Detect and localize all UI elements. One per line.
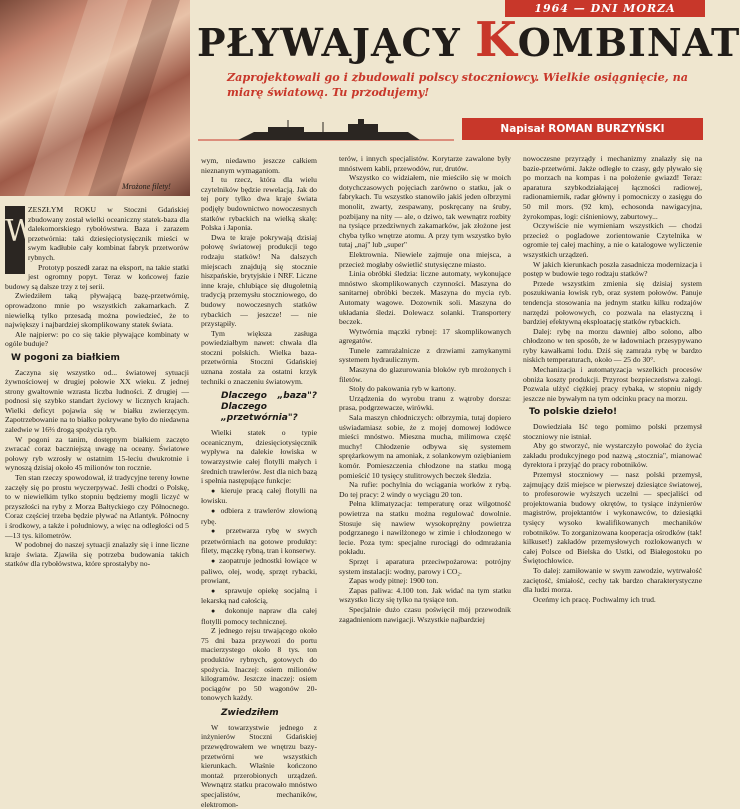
paragraph: W pogoni za tanim, dostępnym białkiem zaczęto zwracać coraz baczniejszą uwagę na oceany. Światowe połowy ryb wzrosły w ostatnim 15-leciu dwukrotnie i wynoszą dzisiaj około 45 milionów ton rocznie. [5, 434, 189, 473]
paragraph: Przemysł stoczniowy — nasz polski przemysł, zajmujący dziś miejsce w pierwszej dziesiątce światowej, to profesorowie wyższych uczelni — specjaliści od projektowania budowy okrętów, to tysiące inżynierów magistrów, projektantów i wykonawców, to dziesiątki tysięcy wysoko kwalifikowanych mechaników robotników. To zorganizowana kooperacja ośrodków (tak! kilkuset!) zakładów przemysłowych rozlokowanych w całej Polsce od Bielska do Ustki, od Białegostoku po Świętochłowice. [523, 470, 702, 566]
column-4 [523, 154, 702, 604]
issue-header-tag: 1964 — DNI MORZA [505, 0, 705, 17]
section-heading: To polskie dzieło! [529, 407, 618, 418]
article-title: PŁYWAJĄCY KOMBINAT [197, 12, 740, 68]
paragraph: wym, niedawno jeszcze całkiem nieznanym wymaganiom. [201, 156, 317, 175]
paragraph: Urządzenia do wyrobu tranu z wątroby dorsza: prasa, podgrzewacze, wirówki. [339, 393, 511, 413]
ship-illustration [198, 118, 454, 146]
paragraph: Mechanizacja i automatyzacja wszelkich procesów obniża koszty produkcji. Przyrost bezpieczeństwa załogi. Pozwala ulżyć ciężkiej pracy rybaka, w stopniu nigdy jeszcze nie bywałym na tym odcinku pracy na morzu. [523, 365, 702, 403]
paragraph: Pełna klimatyzacja: temperaturę oraz wilgotność powietrza na statku można regulować dowolnie. Stosuje się nawiew wysokoprężny powietrza podgrzanego i nawilżonego w zimie i chłodzonego w lecie. Poza tym: specjalne rurociągi do odmrażania pokładu. [339, 499, 511, 557]
bullet-item: ● zaopatruje jednostki łowiące w paliwo, olej, wodę, sprzęt rybacki, prowiant, [201, 556, 317, 586]
paragraph: Ten stan rzeczy spowodował, iż tradycyjne tereny łowne zaczęły się po prostu wyczerpywać. Jeśli chodzi o Polskę, to w niewielkim tylko stopniu będziemy mogli liczyć w przyszłości na ryby z Morza Bałtyckiego czy Północnego. Coraz częściej trzeba będzie pływać na Atlantyk. Północny i środkowy, a także i południowy, a więc na odległości od 5—13 tys. kilometrów. [5, 473, 189, 540]
photo-fish-fillets [0, 0, 190, 196]
paragraph: Z jednego rejsu trwającego około 75 dni baza przywozi do portu macierzystego około 8 tys. ton produktów rybnych, gotowych do spożycia. Inaczej: osiem milionów kilogramów. Jeszcze inaczej: osiem pociągów po 50 wagonów 20-tonowych każdy. [201, 626, 317, 703]
paragraph: Elektrownia. Niewiele zajmuje ona miejsca, a przecież mogłaby oświetlić stutysięczne miasto. [339, 249, 511, 269]
article-lead: Zaprojektowali go i zbudowali polscy stoczniowcy. Wielkie osiągnięcie, na miarę światową. Tu przodujemy! [227, 70, 688, 99]
paragraph: W ZESZŁYM ROKU w Stoczni Gdańskiej zbudowany został wielki oceaniczny statek-baza dla dalekomorskiego rybołówstwa. Baza i zarazem przetwórnia: taki dziesięciotysięcznik mieści w swym kadłubie cały kombinat fabryk przetworów rybnych. [5, 205, 189, 263]
paragraph: Oczywiście nie wymieniam wszystkich — chodzi przecież o pogladowe zorientowanie Czytelnika w ogromie tej całej machiny, a nie o katalogowe wyliczenie wszystkich urządzeń. [523, 221, 702, 259]
paragraph: Wszystko co widziałem, nie mieściło się w moich dotychczasowych pojęciach zarówno o statku, jak o fabrykach. Tu wszystko stanowiło jakiś jeden olbrzymi monolit, zwarty, zespawany, poskręcany na śruby, pozbijany na nity — ale, o dziwo, tak wewnątrz rozbity na tysiące przedziwnych zakamarków, jak złożone jest chyba tylko wnętrze atomu. A przy tym wszystko było tutaj „naj" lub „super" [339, 173, 511, 250]
bullet-item: ● dokonuje napraw dla całej flotylli pomocy technicznej. [201, 606, 317, 626]
bullet-item: ● odbiera z trawlerów złowioną rybę. [201, 506, 317, 526]
paragraph: Maszyna do glazurowania bloków ryb mrożonych i filetów. [339, 365, 511, 384]
paragraph: Ale najpierw: po co się takie pływające kombinaty w ogóle buduje? [5, 329, 189, 349]
paragraph: Specjalnie dużo czasu poświęcił mój przewodnik zagadnieniom nawigacji. Wszystkie najbardziej [339, 604, 511, 624]
section-heading: W pogoni za białkiem [11, 352, 120, 363]
paragraph: W towarzystwie jednego z inżynierów Stoczni Gdańskiej przewędrowałem we wnętrzu bazy-przetwórni we wszystkich kierunkach. Właśnie kończono montaż przerobionych urządzeń. Wewnątrz statku pracowało mnóstwo specjalistów, mechaników, elektromon- [201, 722, 317, 809]
section-heading: Zwiedziłem [221, 707, 279, 718]
paragraph: W podobnej do naszej sytuacji znalazły się i inne liczne kraje świata. Zjawiła się potrzeba budowania takich statków dla rybołówstwa, które sprostałyby no- [5, 540, 189, 569]
paragraph: Sprzęt i aparatura przeciwpożarowa: potrójny system instalacji: wodny, parowy i CO₂. [339, 556, 511, 576]
paragraph: To dalej: zamiłowanie w swym zawodzie, wytrwałość zaciętość, śmiałość, cechy tak bardzo charakterystyczne dla ludzi morza. [523, 565, 702, 595]
bullet-item: ● przetwarza rybę w swych przetwórniach na gotowe produkty: filety, mączkę rybną, tran i konserwy. [201, 526, 317, 556]
paragraph: terów, i innych specjalistów. Korytarze zawalone były mnóstwem kabli, przewodów, rur, drutów. [339, 154, 511, 173]
byline: Napisał ROMAN BURZYŃSKI [462, 118, 703, 140]
paragraph: Na rufie: pochylnia do wciągania worków z rybą. Do tej pracy: 2 windy o wyciągu 20 ton. [339, 480, 511, 499]
paragraph: Tunele zamrażalnicze z drzwiami zamykanymi systemem hydraulicznym. [339, 345, 511, 365]
paragraph: Stoły do pakowania ryb w kartony. [349, 384, 456, 394]
paragraph: Przede wszystkim zmienia się dzisiaj system poszukiwania łowisk ryb, oraz system połowów. Panuje tendencja stosowania na jednym statku kilku rodzajów narzędzi połowowych, co pozwala na elastyczną i bardziej efektywną eksploatację statków rybackich. [523, 278, 702, 327]
paragraph: I tu rzecz, która dla wielu czytelników będzie rewelacją. Jak do tej pory tylko dwa kraje świata podjęły budownictwo nowoczesnych statków rybackich na wielką skalę: Polska i Japonia. [201, 175, 317, 233]
paragraph: Tym większa zasługa powiedziałbym nawet: chwała dla stoczni polskich. Wielka baza-przetwórnia Stoczni Gdańskiej uznana została za ostatni krzyk techniki o znaczeniu światowym. [201, 328, 317, 386]
paragraph: Linia obróbki śledzia: liczne automaty, wykonujące mnóstwo skomplikowanych czynności. Maszyna do sanitarnej obróbki beczek. Maszyna do mycia ryb. Automaty wagowe. Dozownik soli. Maszyna do układania śledzi. Dolewacz solanki. Transportery beczek. [339, 269, 511, 327]
paragraph: nowoczesne przyrządy i mechanizmy znalazły się na bazie-przetwórni. Jakże odległe to czasy, gdy pływało się po morzach na kompas i na położenie gwiazd! Teraz: aparatura szybkodziałającej łączności radiowej, radionamiernik, radar główny i pomocniczy o zasięgu do 50 mil mors. (92 km), echosonda nawigacyjna, żyrokompas, logi: ciśnieniowy, zaburtowy... [523, 154, 702, 221]
paragraph: Zwiedziłem taką pływającą bazę-przetwórnię, oprowadzono mnie po wszystkich zakamarkach. Z niewielką tylko przesadą można powiedzieć, że to największy i najbardziej skomplikowany statek świata. [5, 291, 189, 330]
bullet-item: ● sprawuje opiekę socjalną i lekarską nad całością, [201, 586, 317, 606]
paragraph: Sala maszyn chłodniczych: olbrzymia, tutaj dopiero uświadamiasz sobie, że z mojej domowej lodówce mieści mnóstwo. Mieszna mucha, milimowa część muchy! Chłodzenie odbywa się systemem sprężarkowym na amoniak, z solankowym oziębianiem komór. Pomieszczenia chłodzone na statku mogą pomieścić 10 tysięcy stulitrowych beczek śledzia. [339, 413, 511, 480]
bullet-item: ● kieruje pracą całej flotylli na łowisku. [201, 486, 317, 506]
paragraph: Wytwórnia mączki rybnej: 17 skomplikowanych agregatów. [339, 326, 511, 346]
paragraph: Aby go stworzyć, nie wystarczyło powołać do życia zakładu produkcyjnego pod nazwą „stocznia", mianować dyrektora i przyjąć do pracy robotników. [523, 441, 702, 470]
title-accent-letter: K [475, 12, 518, 68]
paragraph: Dalej: rybę na morzu dawniej albo solono, albo chłodzono w ten sposób, że w ładowniach przesypywano ryby kawałkami lodu. Dziś się zamraża rybę w bardzo niskich temperaturach, około — 25 do 30°. [523, 326, 702, 365]
section-heading: Dlaczego „baza"? Dlaczego „przetwórnia"? [221, 391, 317, 424]
paragraph: Dowiedziała Iść tego pomimo polski przemysł stoczniowy nie istniał. [523, 422, 702, 441]
paragraph: Oceńmy ich pracę. Pochwalmy ich trud. [533, 594, 656, 604]
column-2 [201, 156, 317, 809]
drop-cap: W [5, 206, 25, 274]
column-1 [5, 205, 189, 569]
paragraph: W jakich kierunkach poszła zasadnicza modernizacja i postęp w budowie tego rodzaju statków? [523, 259, 702, 279]
paragraph: Prototyp poszedł zaraz na eksport, na takie statki jest ogromny popyt. Teraz w końcowej fazie budowy są dalsze trzy z tej serii. [5, 262, 189, 291]
paragraph: Dwa te kraje pokrywają dzisiaj połowę światowej produkcji tego rodzaju statków! Na dalszych miejscach znajdują się stocznie hiszpańskie, brytyjskie i NRF. Liczne inne kraje, chlubiące się długoletnią tradycją przemysłu stoczniowego, do budowy nowoczesnych statków rybackich — jeszcze! — nie przystąpiły. [201, 232, 317, 329]
paragraph: Wielki statek o typie oceanicznym, dziesięciotysięcznik wypływa na dalekie łowiska w towarzystwie całej flotylli małych i średnich trawlerów. Jest dla nich bazą i spełnia następujące funkcje: [201, 428, 317, 486]
paragraph: Zaczyna się wszystko od... światowej sytuacji żywnościowej w drugiej połowie XX wieku. Z jednej strony gwałtownie wzrasta liczba ludności. Z drugiej — podnosi się szybko standart życiowy w licznych krajach. Wielki deficyt pojawia się w białku zwierzęcym. Zapotrzebowanie na to białko pokrywane było do niedawna zaledwie w 16⅔ drogą spożycia ryb. [5, 367, 189, 435]
photo-caption: Mrożone filety! [122, 182, 171, 191]
paragraph: Zapas paliwa: 4.100 ton. Jak widać na tym statku wszystko liczy się tylko na tysiące ton. [339, 585, 511, 605]
column-3 [339, 154, 511, 624]
paragraph: Zapas wody pitnej: 1900 ton. [349, 576, 439, 586]
